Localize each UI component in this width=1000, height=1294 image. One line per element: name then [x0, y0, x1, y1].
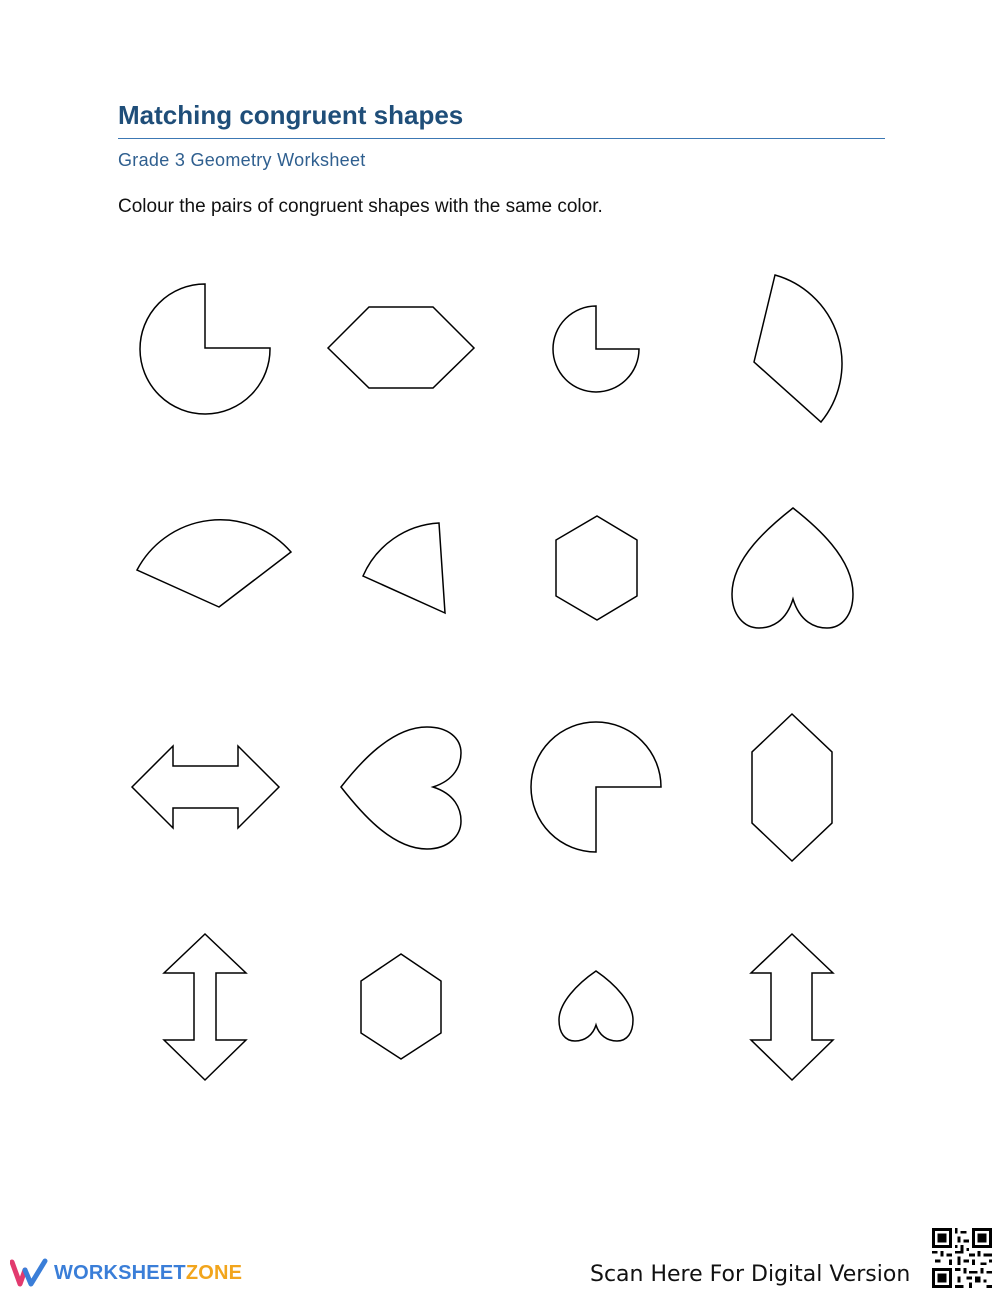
page-subtitle: Grade 3 Geometry Worksheet [118, 150, 366, 170]
shape-heart[interactable] [732, 508, 853, 628]
brand-logo[interactable] [10, 1256, 242, 1290]
shape-hexagon[interactable] [361, 954, 441, 1059]
shape-double-arrow-vertical[interactable] [751, 934, 833, 1080]
brand-name-part2: ZONE [185, 1261, 243, 1284]
shape-pac-sector-rotated[interactable] [531, 722, 661, 852]
shape-pac-sector[interactable] [140, 284, 270, 414]
shape-fan-sector[interactable] [137, 520, 291, 607]
shape-small-sector[interactable] [363, 523, 445, 613]
brand-name-part1: WORKSHEET [54, 1261, 186, 1284]
shape-double-arrow-vertical[interactable] [164, 934, 246, 1080]
shape-hexagon[interactable] [556, 516, 637, 620]
shape-hexagon-tall[interactable] [752, 714, 832, 861]
shape-pac-sector-small[interactable] [553, 306, 639, 392]
shape-fan-sector-tilted[interactable] [754, 275, 842, 422]
shape-heart-rotated[interactable] [341, 727, 461, 849]
scan-label: Scan Here For Digital Version [590, 1262, 911, 1287]
brand-name [54, 1262, 242, 1285]
instruction-text: Colour the pairs of congruent shapes with the same color. [118, 196, 603, 217]
qr-code-icon[interactable] [932, 1228, 992, 1288]
shape-double-arrow-horizontal[interactable] [132, 746, 279, 828]
shape-heart-small[interactable] [559, 971, 633, 1041]
logo-w-icon [10, 1258, 48, 1288]
page-title: Matching congruent shapes [118, 100, 464, 130]
shape-hexagon-wide[interactable] [328, 307, 474, 388]
